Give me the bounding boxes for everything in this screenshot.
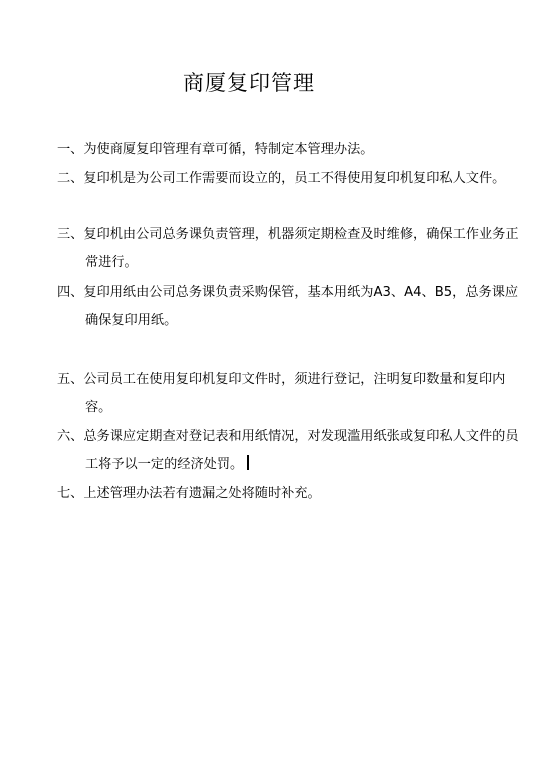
clause-number: 二、	[57, 171, 84, 186]
clause-number: 一、	[57, 142, 84, 157]
clause-text: 复印用纸由公司总务课负责采购保管，基本用纸为A3、A4、B5，总务课应确保复印用纸。	[83, 285, 519, 328]
clause-5	[57, 366, 521, 422]
clause-number: 五、	[57, 372, 84, 387]
clause-1	[57, 136, 521, 164]
clause-text: 为使商厦复印管理有章可循，特制定本管理办法。	[83, 142, 374, 157]
clause-text: 复印机由公司总务课负责管理，机器须定期检查及时维修，确保工作业务正常进行。	[83, 227, 519, 270]
text-cursor	[247, 455, 249, 470]
document-title: 商厦复印管理	[183, 71, 315, 95]
clause-2	[57, 165, 521, 193]
clause-7	[57, 480, 521, 508]
clause-text: 上述管理办法若有遗漏之处将随时补充。	[83, 486, 321, 501]
clause-6	[57, 423, 521, 479]
clause-4	[57, 279, 521, 335]
clause-number: 六、	[57, 429, 84, 444]
clause-number: 三、	[57, 227, 84, 242]
clause-number: 七、	[57, 486, 84, 501]
clause-text: 公司员工在使用复印机复印文件时，须进行登记，注明复印数量和复印内容。	[83, 372, 506, 415]
clause-text: 复印机是为公司工作需要而设立的，员工不得使用复印机复印私人文件。	[83, 171, 506, 186]
clause-number: 四、	[57, 285, 84, 300]
clause-text: 总务课应定期查对登记表和用纸情况，对发现滥用纸张或复印私人文件的员工将予以一定的经济处罚。	[83, 429, 519, 472]
clause-3	[57, 221, 521, 277]
